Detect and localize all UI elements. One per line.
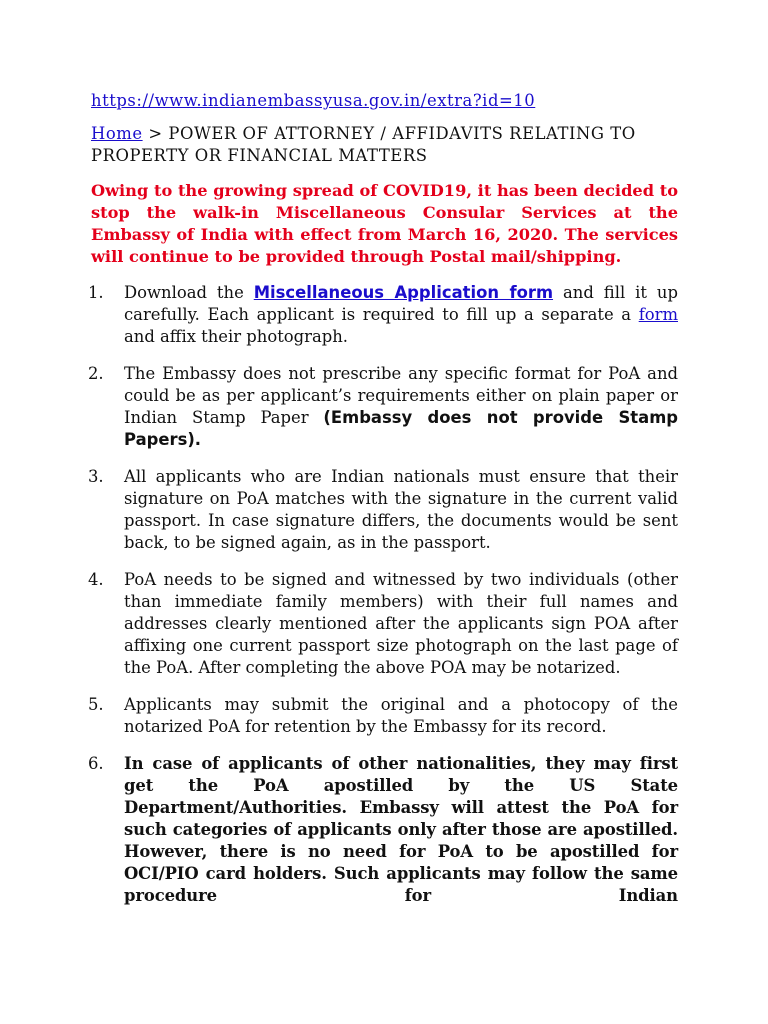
- form-link[interactable]: form: [638, 305, 678, 324]
- covid-notice: Owing to the growing spread of COVID19, it has been decided to stop the walk-in Miscellaneous Consular Services at the Embassy of India with effect from March 16, 2020. The services will continue to be provided through Postal mail/shipping.: [91, 181, 678, 266]
- step-text: The Embassy does not prescribe any specific format for PoA and could be as per applicant’s requirements either on plain paper or Indian Stamp Paper: [124, 364, 678, 427]
- page-url: [91, 90, 678, 112]
- step-bold-text: (Embassy does not provide Stamp Papers).: [124, 408, 679, 449]
- list-number: 4.: [88, 570, 104, 589]
- list-number: 1.: [88, 283, 104, 302]
- breadcrumb-separator: >: [142, 124, 169, 143]
- list-item: [88, 569, 678, 679]
- url-link[interactable]: https://www.indianembassyusa.gov.in/extra?id=10: [91, 91, 536, 110]
- step-bold-text: In case of applicants of other nationalities, they may first get the PoA apostilled by the US State Department/Authorities. Embassy will attest the PoA for such categories of applicants only after those are apostilled. However, there is no need for PoA to be apostilled for OCI/PIO card holders. Such applicants may follow the same procedure for Indian: [124, 754, 678, 905]
- step-text: and affix their photograph.: [124, 327, 349, 346]
- home-link[interactable]: Home: [91, 124, 143, 143]
- list-item: [88, 466, 678, 554]
- list-item: [88, 363, 679, 451]
- list-item: [88, 694, 678, 738]
- list-number: 5.: [88, 695, 104, 714]
- step-text: PoA needs to be signed and witnessed by two individuals (other than immediate family members) with their full names and addresses clearly mentioned after the applicants sign POA after affixing one current passport size photograph on the last page of the PoA. After completing the above POA may be notarized.: [124, 570, 678, 677]
- breadcrumb: [91, 123, 678, 167]
- list-number: 3.: [88, 467, 104, 486]
- steps-list: [88, 282, 679, 907]
- list-number: 2.: [88, 364, 104, 383]
- miscellaneous-application-form-link[interactable]: Miscellaneous Application form: [253, 283, 554, 302]
- list-item: [88, 282, 678, 348]
- step-text: Download the: [124, 283, 254, 302]
- document-page: [88, 90, 679, 922]
- step-text: Applicants may submit the original and a photocopy of the notarized PoA for retention by the Embassy for its record.: [124, 695, 678, 736]
- step-text: and fill it up carefully. Each applicant is required to fill up a separate a: [124, 283, 678, 324]
- page-title: POWER OF ATTORNEY / AFFIDAVITS RELATING TO PROPERTY OR FINANCIAL MATTERS: [91, 124, 636, 165]
- step-text: All applicants who are Indian nationals must ensure that their signature on PoA matches with the signature in the current valid passport. In case signature differs, the documents would be sent back, to be signed again, as in the passport.: [124, 467, 678, 552]
- list-number: 6.: [88, 754, 104, 773]
- list-item: [88, 753, 678, 907]
